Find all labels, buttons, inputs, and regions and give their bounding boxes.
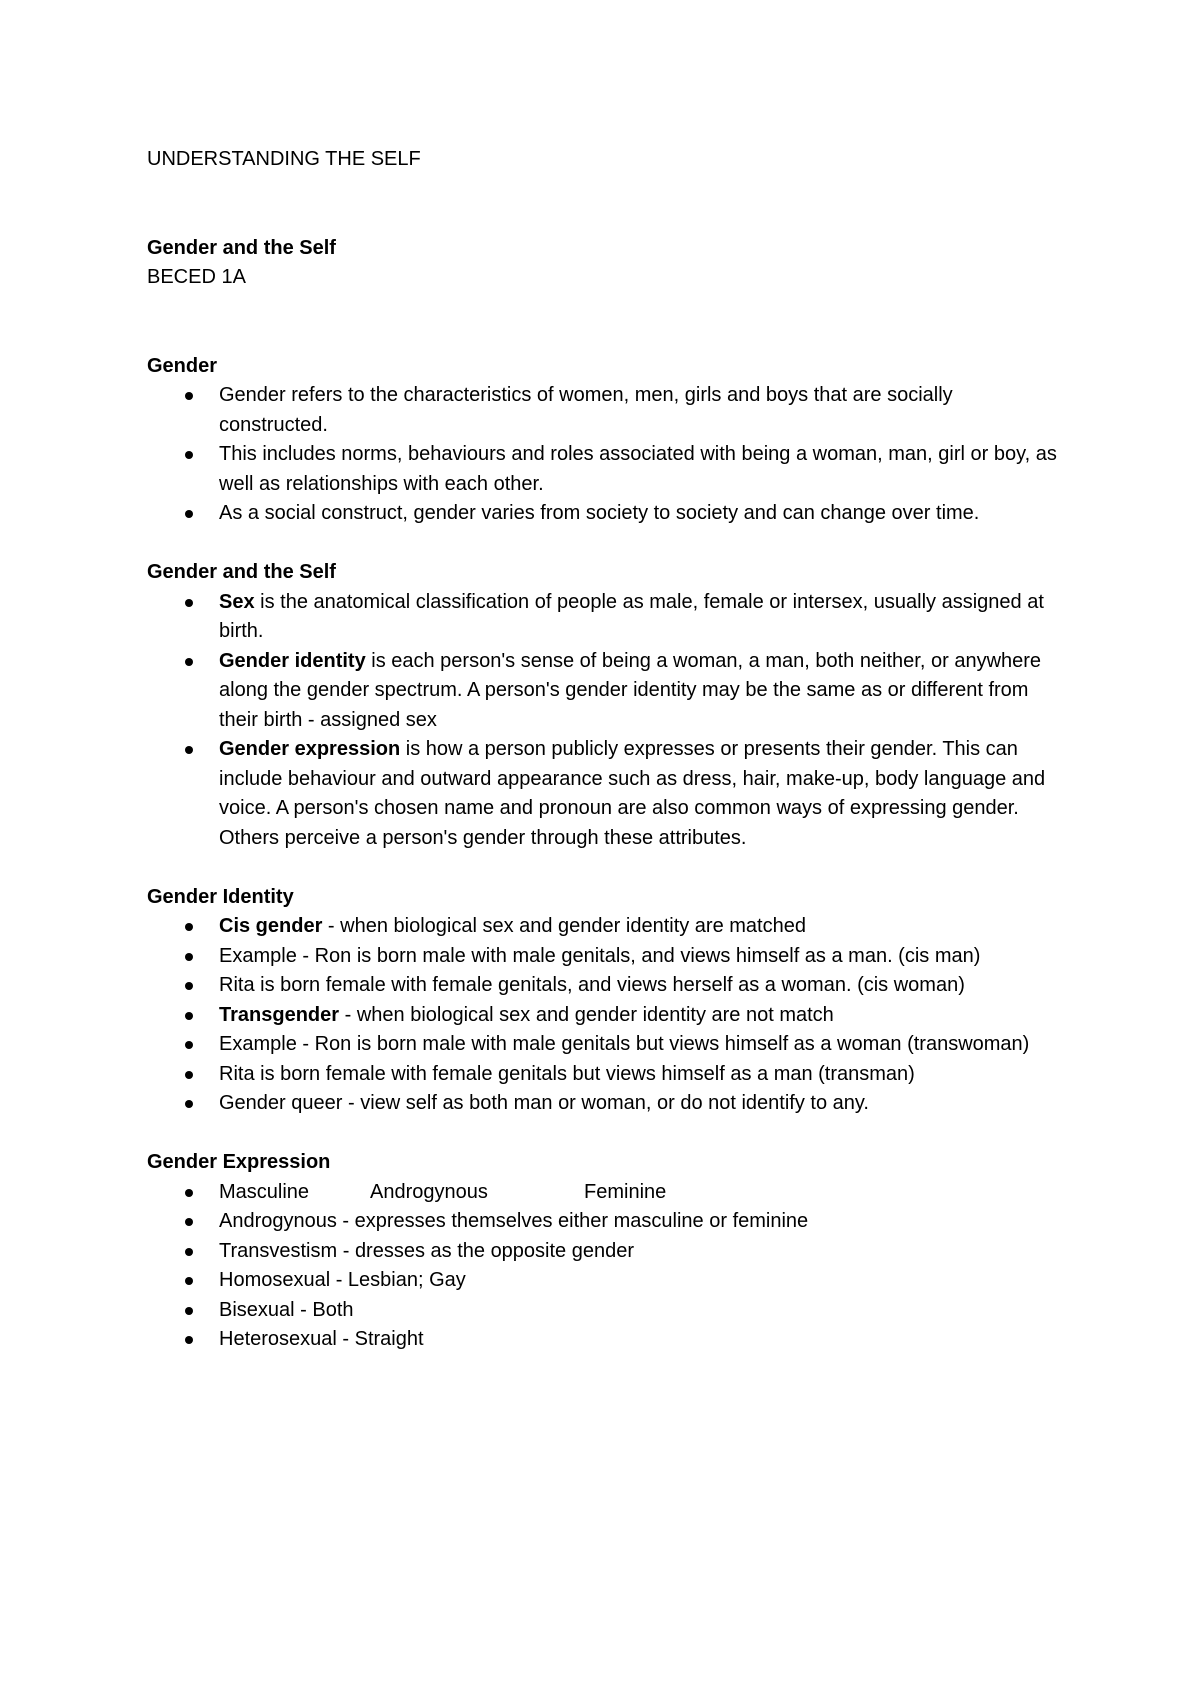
- list-item: Gender queer - view self as both man or woman, or do not identify to any.: [147, 1089, 1067, 1119]
- gender-list: [147, 381, 1067, 529]
- list-item: Rita is born female with female genitals but views himself as a man (transman): [147, 1060, 1067, 1090]
- spectrum-masculine: Masculine: [219, 1180, 310, 1203]
- bullet-icon: [185, 923, 193, 931]
- term-label: Transgender: [219, 1003, 340, 1026]
- document-subtitle: Gender and the Self: [147, 236, 336, 259]
- bullet-icon: [185, 1277, 193, 1285]
- gender-expression-list: [147, 1178, 1067, 1355]
- bullet-icon: [185, 1336, 193, 1344]
- bullet-icon: [185, 1041, 193, 1049]
- bullet-icon: [185, 1307, 193, 1315]
- section-heading-gender-expression: Gender Expression: [147, 1151, 331, 1173]
- bullet-icon: [185, 599, 193, 607]
- list-item: Sex is the anatomical classification of people as male, female or intersex, usually assigned at birth.: [147, 588, 1067, 647]
- term-label: Cis gender: [219, 915, 323, 937]
- gender-identity-list: [147, 912, 1067, 1119]
- term-label: Sex: [219, 590, 255, 613]
- term-label: Gender identity: [219, 649, 366, 672]
- list-item: This includes norms, behaviours and roles associated with being a woman, man, girl or boy, as well as relationships with each other.: [147, 440, 1067, 499]
- list-item: Gender expression is how a person publicly expresses or presents their gender. This can include behaviour and outward appearance such as dress, hair, make-up, body language and voice. A person's chosen name and pronoun are also common ways of expressing gender. Others perceive a person's gender through these attributes.: [147, 735, 1067, 853]
- bullet-icon: [185, 1012, 193, 1020]
- bullet-icon: [185, 658, 193, 666]
- document-title: UNDERSTANDING THE SELF: [147, 148, 421, 170]
- section-heading-gender-identity: Gender Identity: [147, 885, 294, 908]
- list-item: Homosexual - Lesbian; Gay: [147, 1266, 1067, 1296]
- term-label: Gender expression: [219, 738, 401, 760]
- spectrum-feminine: Feminine: [584, 1180, 667, 1203]
- list-item: Transgender - when biological sex and gender identity are not match: [147, 1001, 1067, 1031]
- list-item: Example - Ron is born male with male genitals but views himself as a woman (transwoman): [147, 1030, 1067, 1060]
- list-item: Bisexual - Both: [147, 1296, 1067, 1326]
- bullet-icon: [185, 1189, 193, 1197]
- bullet-icon: [185, 1218, 193, 1226]
- list-item: Example - Ron is born male with male genitals, and views himself as a man. (cis man): [147, 942, 1067, 972]
- bullet-icon: [185, 746, 193, 754]
- list-item: Transvestism - dresses as the opposite gender: [147, 1237, 1067, 1267]
- list-item: As a social construct, gender varies from society to society and can change over time.: [147, 499, 1067, 529]
- document-page: [147, 145, 1067, 1355]
- bullet-icon: [185, 982, 193, 990]
- list-item: Androgynous - expresses themselves either masculine or feminine: [147, 1207, 1067, 1237]
- list-item: Heterosexual - Straight: [147, 1325, 1067, 1355]
- list-item: Rita is born female with female genitals, and views herself as a woman. (cis woman): [147, 971, 1067, 1001]
- list-item-spectrum: [147, 1178, 1067, 1208]
- bullet-icon: [185, 392, 193, 400]
- bullet-icon: [185, 953, 193, 961]
- bullet-icon: [185, 1100, 193, 1108]
- course-code: BECED 1A: [147, 266, 246, 288]
- spectrum-androgynous: Androgynous: [370, 1180, 488, 1203]
- section-heading-gender-self: Gender and the Self: [147, 561, 336, 583]
- list-item: Gender identity is each person's sense of being a woman, a man, both neither, or anywhere along the gender spectrum. A person's gender identity may be the same as or different from their birth - assigned sex: [147, 647, 1067, 736]
- bullet-icon: [185, 451, 193, 459]
- list-item: Gender refers to the characteristics of women, men, girls and boys that are socially constructed.: [147, 381, 1067, 440]
- bullet-icon: [185, 1071, 193, 1079]
- gender-self-list: [147, 588, 1067, 854]
- section-heading-gender: Gender: [147, 354, 218, 377]
- bullet-icon: [185, 510, 193, 518]
- list-item: Cis gender - when biological sex and gender identity are matched: [147, 912, 1067, 942]
- bullet-icon: [185, 1248, 193, 1256]
